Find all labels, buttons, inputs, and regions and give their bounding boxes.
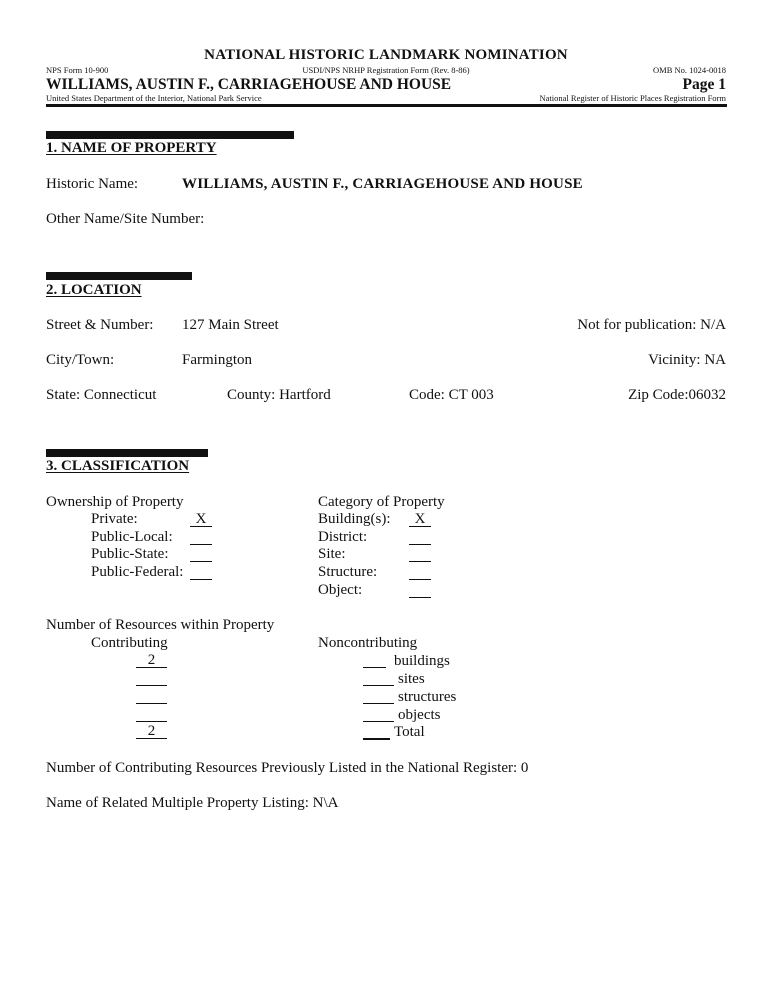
historic-name-label: Historic Name: [46, 176, 139, 192]
form-title: NATIONAL HISTORIC LANDMARK NOMINATION [204, 47, 568, 63]
ownership-public-federal-mark [190, 565, 212, 580]
related-multiple-property-listing: Name of Related Multiple Property Listing: N\A [46, 795, 339, 811]
previously-listed: Number of Contributing Resources Previously Listed in the National Register: 0 [46, 760, 529, 776]
street-label: Street & Number: [46, 317, 154, 333]
noncontributing-sites-label: sites [398, 671, 425, 687]
contributing-total: 2 [136, 724, 167, 739]
noncontributing-objects-label: objects [398, 707, 441, 723]
category-site-label: Site: [318, 546, 346, 562]
noncontributing-objects-value [363, 707, 394, 722]
contributing-buildings: 2 [136, 653, 167, 668]
category-district-mark [409, 530, 431, 545]
section-2-bar [46, 272, 192, 280]
section-1-heading: 1. NAME OF PROPERTY [46, 140, 217, 156]
code: Code: CT 003 [409, 387, 494, 403]
ownership-public-state-mark [190, 547, 212, 562]
ownership-public-federal-label: Public-Federal: [91, 564, 184, 580]
street-value: 127 Main Street [182, 317, 279, 333]
section-3-bar [46, 449, 208, 457]
section-3-heading: 3. CLASSIFICATION [46, 458, 190, 474]
ownership-public-state-label: Public-State: [91, 546, 169, 562]
noncontributing-structures-label: structures [398, 689, 457, 705]
state: State: Connecticut [46, 387, 157, 403]
section-1-bar [46, 131, 294, 139]
noncontributing-total-label: Total [394, 724, 425, 740]
category-district-label: District: [318, 529, 368, 545]
category-object-label: Object: [318, 582, 363, 598]
category-object-mark [409, 583, 431, 598]
page-number: Page 1 [682, 76, 726, 93]
city-value: Farmington [182, 352, 252, 368]
noncontributing-total-value [363, 724, 390, 740]
category-structure-mark [409, 565, 431, 580]
other-name-label: Other Name/Site Number: [46, 211, 205, 227]
county: County: Hartford [227, 387, 331, 403]
category-building-mark: X [409, 512, 431, 527]
department-line: United States Department of the Interior, National Park Service [46, 93, 262, 103]
noncontributing-buildings-label: buildings [394, 653, 450, 669]
register-line: National Register of Historic Places Registration Form [539, 93, 726, 103]
ownership-private-label: Private: [91, 511, 138, 527]
historic-name-value: WILLIAMS, AUSTIN F., CARRIAGEHOUSE AND HOUSE [182, 176, 583, 192]
contributing-objects [136, 707, 167, 722]
contributing-sites [136, 671, 167, 686]
city-label: City/Town: [46, 352, 115, 368]
ownership-public-local-mark [190, 530, 212, 545]
form-description: USDI/NPS NRHP Registration Form (Rev. 8-86) [302, 65, 470, 75]
ownership-title: Ownership of Property [46, 494, 184, 510]
section-2-heading: 2. LOCATION [46, 282, 142, 298]
contributing-structures [136, 689, 167, 704]
category-site-mark [409, 547, 431, 562]
noncontributing-buildings-value [363, 653, 386, 668]
omb-number: OMB No. 1024-0018 [653, 65, 726, 75]
noncontributing-structures-value [363, 689, 394, 704]
ownership-public-local-label: Public-Local: [91, 529, 173, 545]
vicinity: Vicinity: NA [648, 352, 726, 368]
category-title: Category of Property [318, 494, 445, 510]
header-rule [46, 104, 727, 107]
category-building-label: Building(s): [318, 511, 391, 527]
header-property-name: WILLIAMS, AUSTIN F., CARRIAGEHOUSE AND HOUSE [46, 76, 452, 93]
noncontributing-sites-value [363, 671, 394, 686]
category-structure-label: Structure: [318, 564, 378, 580]
zip-code: Zip Code:06032 [628, 387, 726, 403]
not-for-publication: Not for publication: N/A [577, 317, 726, 333]
contributing-title: Contributing [91, 635, 168, 651]
form-number: NPS Form 10-900 [46, 65, 109, 75]
noncontributing-title: Noncontributing [318, 635, 418, 651]
resources-title: Number of Resources within Property [46, 617, 275, 633]
ownership-private-mark: X [190, 512, 212, 527]
